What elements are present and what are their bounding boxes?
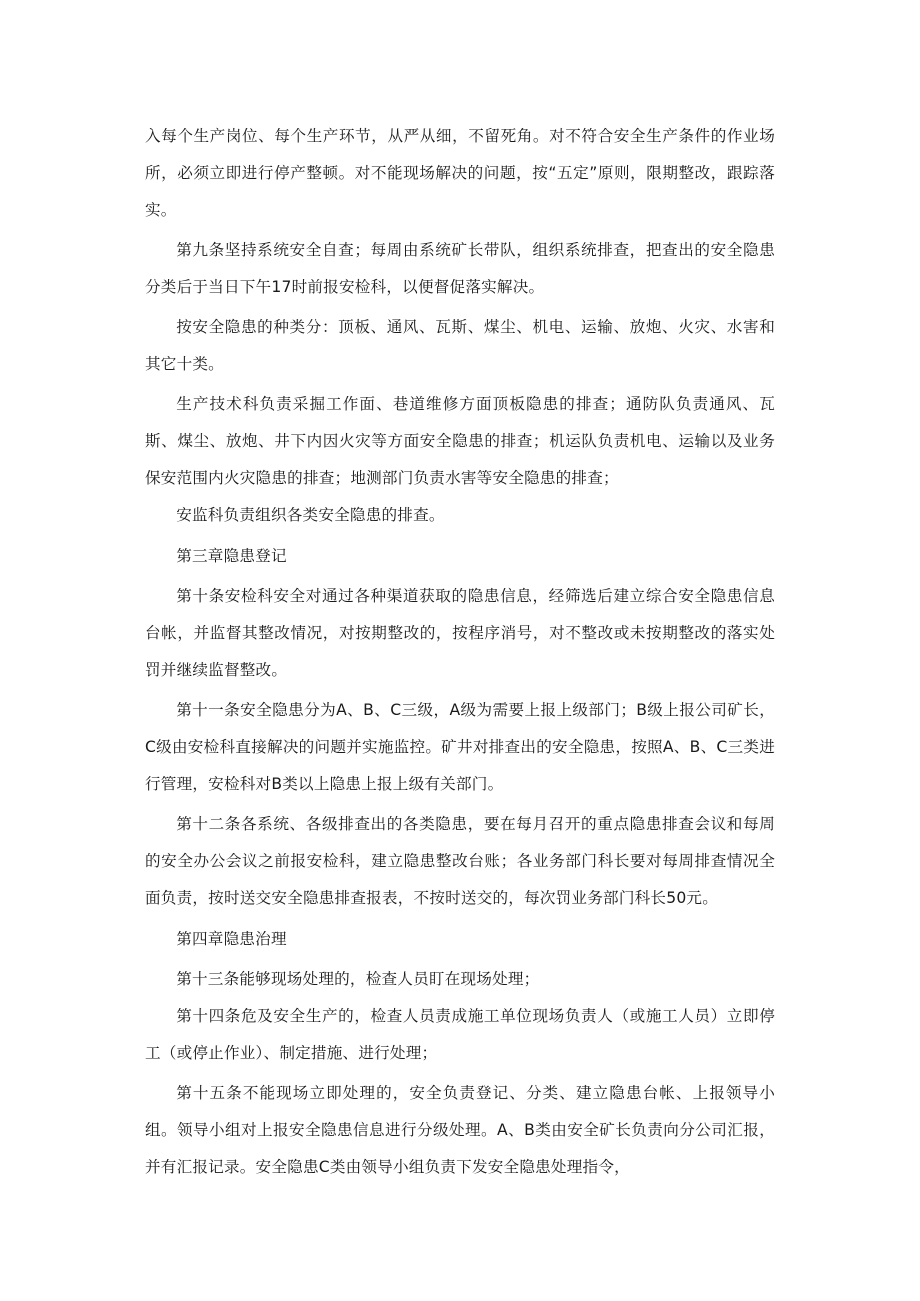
paragraph-article-12: 第十二条各系统、各级排查出的各类隐患，要在每月召开的重点隐患排查会议和每周的安全办公会议之前报安检科，建立隐患整改台账；各业务部门科长要对每周排查情况全面负责，按时送交安全隐患排查报表，不按时送交的，每次罚业务部门科长50元。 <box>145 815 775 907</box>
paragraph-continuation: 入每个生产岗位、每个生产环节，从严从细，不留死角。对不符合安全生产条件的作业场所，必须立即进行停产整顿。对不能现场解决的问题，按“五定”原则，限期整改，跟踪落实。 <box>145 127 775 219</box>
paragraph-article-13: 第十三条能够现场处理的，检查人员盯在现场处理； <box>176 970 540 988</box>
paragraph-article-14: 第十四条危及安全生产的，检查人员责成施工单位现场负责人（或施工人员）立即停工（或停止作业）、制定措施、进行处理； <box>145 1007 775 1062</box>
paragraph-article-11: 第十一条安全隐患分为A、B、C三级，A级为需要上报上级部门；B级上报公司矿长，C级由安检科直接解决的问题并实施监控。矿井对排查出的安全隐患，按照A、B、C三类进行管理，安检科对B类以上隐患上报上级有关部门。 <box>145 701 775 793</box>
document-body <box>145 118 775 1186</box>
paragraph-article-15: 第十五条不能现场立即处理的，安全负责登记、分类、建立隐患台帐、上报领导小组。领导小组对上报安全隐患信息进行分级处理。A、B类由安全矿长负责向分公司汇报，并有汇报记录。安全隐患C类由领导小组负责下发安全隐患处理指令， <box>145 1084 775 1176</box>
paragraph-article-9: 第九条坚持系统安全自查；每周由系统矿长带队，组织系统排查，把查出的安全隐患分类后于当日下午17时前报安检科，以便督促落实解决。 <box>145 241 775 296</box>
paragraph-article-10: 第十条安检科安全对通过各种渠道获取的隐患信息，经筛选后建立综合安全隐患信息台帐，并监督其整改情况，对按期整改的，按程序消号，对不整改或未按期整改的落实处罚并继续监督整改。 <box>145 587 775 679</box>
paragraph-safety-dept: 安监科负责组织各类安全隐患的排查。 <box>176 506 445 524</box>
chapter-3-heading: 第三章隐患登记 <box>176 547 287 565</box>
chapter-4-heading: 第四章隐患治理 <box>176 930 287 948</box>
paragraph-responsibilities: 生产技术科负责采掘工作面、巷道维修方面顶板隐患的排查；通防队负责通风、瓦斯、煤尘、放炮、井下内因火灾等方面安全隐患的排查；机运队负责机电、运输以及业务保安范围内火灾隐患的排查；地测部门负责水害等安全隐患的排查； <box>145 395 775 487</box>
paragraph-hazard-types: 按安全隐患的种类分：顶板、通风、瓦斯、煤尘、机电、运输、放炮、火灾、水害和其它十类。 <box>145 318 775 373</box>
